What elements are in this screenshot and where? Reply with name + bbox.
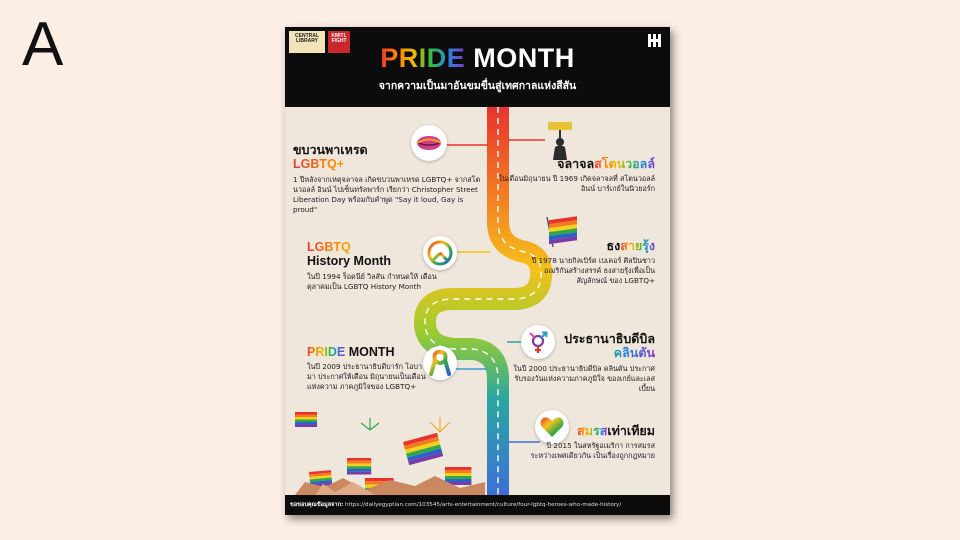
section-rainbow-flag — [525, 239, 655, 286]
pride-text: ในปี 2009 ประธานาธิบดีบารัก โอบามา ประกาศให้เดือน มิถุนายนเป็นเดือนแห่งความ ภาคภูมิใจของ LGBTQ+ — [307, 362, 426, 392]
infographic-poster — [285, 27, 670, 515]
history-heading-highlight: LGBTQ — [307, 240, 437, 254]
stonewall-heading-highlight: สโตนวอลล์ — [594, 157, 655, 171]
kmitl-fight-logo: KMITL FIGHT — [328, 31, 350, 53]
stonewall-text: ในเดือนมิถุนายน ปี 1969 เกิดจลาจลที่ สโตนวอลล์ อินน์ บาร์เกย์ในนิวยอร์ก — [498, 174, 655, 194]
history-heading: History Month — [307, 254, 392, 269]
footer-label: ขอขอบคุณข้อมูลจาก: — [290, 502, 344, 508]
parade-heading: ขบวนพาเหรด — [293, 143, 368, 157]
parade-text: 1 ปีหลังจากเหตุจลาจล เกิดขบวนพาเหรด LGBTQ+ จากสโตนวอลล์ อินน์ ไปเซ็นทรัลพาร์ก เรียกว่า Christopher Street Liberation Day พร้อมกับคำพูด "Say it loud, Gay is proud" — [293, 174, 481, 214]
protest-sign-icon — [545, 120, 575, 160]
clinton-heading: ประธานาธิบดีบิล — [564, 332, 655, 346]
poster-header — [285, 27, 670, 107]
section-parade — [293, 143, 483, 215]
history-text: ในปี 1994 ร็อดนีย์ วิลสัน กำหนดให้ เดือนตุลาคมเป็น LGBTQ History Month — [307, 271, 437, 291]
section-marriage — [525, 424, 655, 461]
poster-title — [285, 43, 670, 74]
source-footer — [285, 495, 670, 515]
clinton-text: ในปี 2000 ประธานาธิบดีบิล คลินตัน ประกาศรับรองวันแห่งความภาคภูมิใจ ของเกย์และเลสเบี้ยน — [513, 363, 655, 393]
section-pride-month — [307, 345, 427, 392]
section-history-month — [307, 240, 437, 292]
flag-heading-highlight: สายรุ้ง — [620, 239, 655, 253]
slide-letter: A — [22, 10, 64, 79]
section-clinton — [511, 332, 655, 394]
flag-text: ปี 1978 นายกิลเบิร์ต เบเคอร์ ศิลปินชาวอเมริกันสร้างสรรค์ ธงสายรุ้งเพื่อเป็นสัญลักษณ์ ของ LGBTQ+ — [531, 256, 655, 286]
central-library-logo: CENTRAL LIBRARY — [289, 31, 325, 53]
title-pride: PRIDE — [380, 43, 466, 73]
footer-url[interactable]: https://dailyegyptian.com/103545/arts-entertainment/culture/four-lgbtq-heroes-who-made-history/ — [344, 502, 622, 508]
title-month: MONTH — [473, 43, 575, 73]
section-stonewall — [485, 157, 655, 194]
stonewall-heading: จลาจล — [557, 157, 595, 171]
marriage-heading: เท่าเทียม — [607, 424, 655, 438]
marriage-heading-highlight: สมรส — [577, 424, 608, 438]
poster-subtitle: จากความเป็นมาอันขมขื่นสู่เทศกาลแห่งสีสัน — [378, 80, 577, 92]
pride-heading-highlight: PRIDE — [307, 345, 346, 359]
ribbon-icon — [423, 346, 457, 380]
flag-heading: ธง — [606, 239, 621, 253]
clinton-heading-highlight: คลินตัน — [511, 346, 655, 360]
pride-heading: MONTH — [348, 345, 395, 359]
marriage-text: ปี 2015 ในสหรัฐอเมริกา การสมรสระหว่างเพศเดียวกัน เป็นเรื่องถูกกฎหมาย — [530, 441, 655, 461]
crowd-flags-illustration — [295, 412, 485, 495]
parade-heading-highlight: LGBTQ+ — [293, 157, 483, 171]
